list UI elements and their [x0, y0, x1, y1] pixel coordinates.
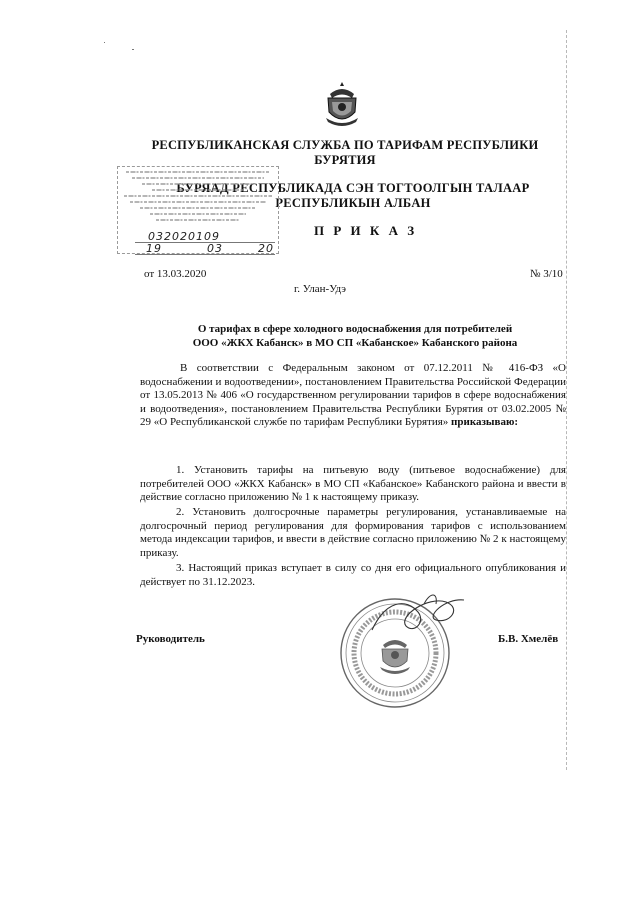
document-type: П Р И К А З — [314, 223, 418, 238]
order-verb: приказываю: — [451, 416, 519, 429]
document-date: от 13.03.2020 — [144, 268, 207, 280]
signer-title: Руководитель — [136, 633, 205, 645]
document-city: г. Улан-Удэ — [293, 283, 347, 295]
organization-name-buryat: БУРЯАД РЕСПУБЛИКАДА СЭН ТОГТООЛГЫН ТАЛААР РЕСПУБЛИКЫН АЛБАН — [176, 181, 530, 210]
stamp-fine-print — [122, 169, 274, 231]
order-item-3: 3. Настоящий приказ вступает в силу со дня его официального опубликования и действует по 31.12.2023. — [140, 562, 566, 588]
signer-name: Б.В. Хмелёв — [498, 633, 559, 645]
registration-date-month: 03 — [207, 242, 223, 255]
registration-date — [146, 242, 274, 255]
coat-of-arms-emblem — [322, 80, 362, 128]
document-number: № 3/10 — [530, 268, 563, 280]
scan-speck — [104, 42, 105, 43]
order-item-1: 1. Установить тарифы на питьевую воду (питьевое водоснабжение) для потребителей ООО «ЖКХ Кабанск» в МО СП «Кабанское» Кабанского района и ввести в действие согласно приложению № 1 к настоящему приказу. — [140, 464, 566, 504]
scan-speck — [132, 49, 134, 50]
intro-paragraph: В соответствии с Федеральным законом от 07.12.2011 № 416-ФЗ «О водоснабжении и водоотведении», постановлением Правительства Российской Федерации от 13.05.2013 № 406 «О государственном регулировании тарифов в сфере водоснабжения и водоотведения», постановлением Правительства Республики Бурятия от 03.02.2005 № 29 «О Республиканской службе по тарифам Республики Бурятия» приказываю: — [140, 362, 566, 429]
organization-name-ru: РЕСПУБЛИКАНСКАЯ СЛУЖБА ПО ТАРИФАМ РЕСПУБЛИКИ БУРЯТИЯ — [151, 138, 539, 167]
scan-edge-line — [566, 30, 567, 770]
registration-date-year: 20 — [258, 242, 274, 255]
registration-number: 032020109 — [148, 230, 220, 243]
registration-date-day: 19 — [146, 242, 162, 255]
handwritten-signature — [366, 590, 476, 640]
document-subject: О тарифах в сфере холодного водоснабжения для потребителей ООО «ЖКХ Кабанск» в МО СП «Кабанское» Кабанского района — [192, 323, 518, 349]
order-item-2: 2. Установить долгосрочные параметры регулирования, устанавливаемые на долгосрочный период регулирования для формирования тарифов с использованием метода индексации тарифов, и ввести в действие согласно приложению № 2 к настоящему приказу. — [140, 506, 566, 559]
